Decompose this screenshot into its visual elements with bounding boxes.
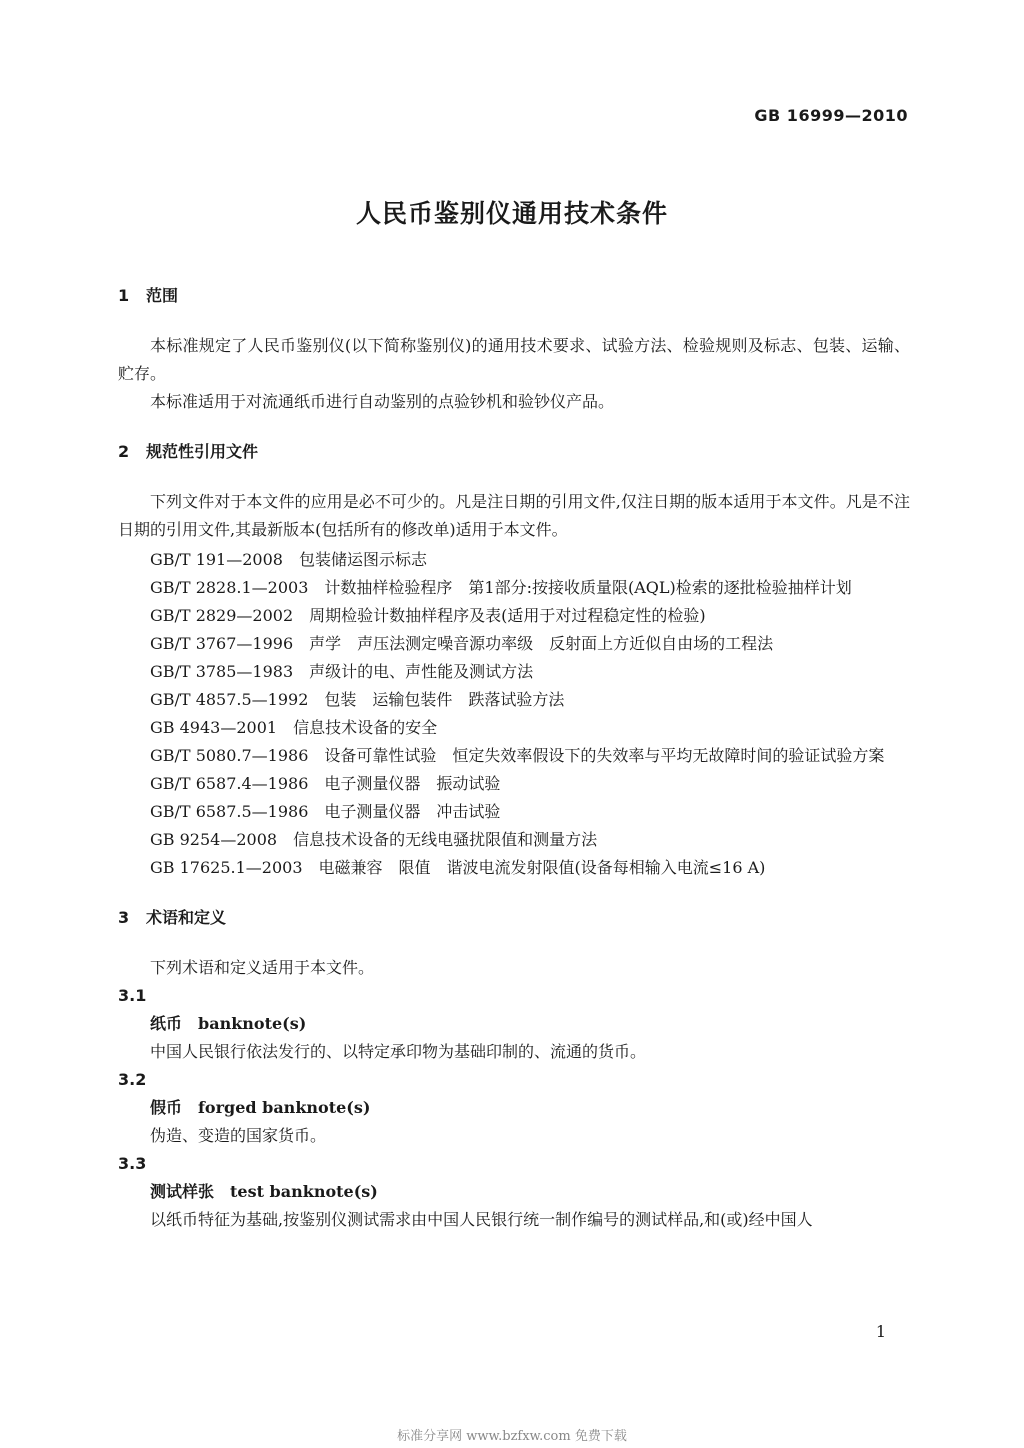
reference-item — [118, 574, 910, 602]
document-body — [118, 282, 910, 1234]
paragraph: 本标准规定了人民币鉴别仪(以下简称鉴别仪)的通用技术要求、试验方法、检验规则及标志、包装、运输、贮存。 — [118, 336, 910, 383]
reference-item — [118, 742, 910, 770]
term-zh: 假币 — [150, 1098, 183, 1117]
reference-title: 信息技术设备的安全 — [293, 718, 438, 737]
section-title: 术语和定义 — [146, 908, 227, 927]
reference-title: 电子测量仪器 冲击试验 — [324, 802, 501, 821]
reference-code: GB 4943—2001 — [150, 718, 278, 737]
reference-code: GB/T 5080.7—1986 — [150, 746, 309, 765]
reference-item — [118, 826, 910, 854]
standard-code: GB 16999—2010 — [754, 106, 908, 125]
term-heading — [118, 1010, 910, 1038]
term-en: forged banknote(s) — [198, 1098, 371, 1117]
reference-item — [118, 798, 910, 826]
term-en: banknote(s) — [198, 1014, 307, 1033]
term-number: 3.2 — [118, 1070, 147, 1089]
page-number: 1 — [875, 1322, 886, 1341]
reference-code: GB/T 6587.5—1986 — [150, 802, 309, 821]
reference-item — [118, 770, 910, 798]
reference-title: 声学 声压法测定噪音源功率级 反射面上方近似自由场的工程法 — [309, 634, 774, 653]
section-number: 2 — [118, 442, 130, 461]
reference-code: GB/T 6587.4—1986 — [150, 774, 309, 793]
reference-code: GB 17625.1—2003 — [150, 858, 303, 877]
reference-list — [118, 546, 910, 882]
term-definition: 伪造、变造的国家货币。 — [150, 1126, 327, 1145]
reference-code: GB/T 2829—2002 — [150, 606, 294, 625]
reference-item — [118, 714, 910, 742]
term-entry — [118, 1150, 910, 1234]
term-en: test banknote(s) — [230, 1182, 378, 1201]
reference-title: 包装储运图示标志 — [298, 550, 427, 569]
section-1-heading — [118, 282, 910, 310]
reference-title: 包装 运输包装件 跌落试验方法 — [324, 690, 565, 709]
reference-item — [118, 630, 910, 658]
section-2-heading — [118, 438, 910, 466]
reference-title: 电子测量仪器 振动试验 — [324, 774, 501, 793]
term-heading — [118, 1094, 910, 1122]
term-heading — [118, 1178, 910, 1206]
section-title: 规范性引用文件 — [146, 442, 259, 461]
reference-title: 设备可靠性试验 恒定失效率假设下的失效率与平均无故障时间的验证试验方案 — [324, 746, 885, 765]
reference-code: GB/T 4857.5—1992 — [150, 690, 309, 709]
section-3-heading — [118, 904, 910, 932]
reference-item — [118, 546, 910, 574]
reference-code: GB 9254—2008 — [150, 830, 278, 849]
paragraph: 下列文件对于本文件的应用是必不可少的。凡是注日期的引用文件,仅注日期的版本适用于本文件。凡是不注日期的引用文件,其最新版本(包括所有的修改单)适用于本文件。 — [118, 492, 910, 539]
term-definition: 以纸币特征为基础,按鉴别仪测试需求由中国人民银行统一制作编号的测试样品,和(或)经中国人 — [150, 1210, 813, 1229]
reference-title: 周期检验计数抽样程序及表(适用于对过程稳定性的检验) — [309, 606, 706, 625]
term-entry — [118, 982, 910, 1066]
reference-item — [118, 602, 910, 630]
term-zh: 纸币 — [150, 1014, 183, 1033]
section-number: 1 — [118, 286, 130, 305]
reference-code: GB/T 3785—1983 — [150, 662, 294, 681]
reference-item — [118, 854, 910, 882]
reference-code: GB/T 191—2008 — [150, 550, 283, 569]
reference-title: 信息技术设备的无线电骚扰限值和测量方法 — [293, 830, 598, 849]
term-entry — [118, 1066, 910, 1150]
reference-item — [118, 686, 910, 714]
reference-code: GB/T 2828.1—2003 — [150, 578, 309, 597]
reference-title: 计数抽样检验程序 第1部分:按接收质量限(AQL)检索的逐批检验抽样计划 — [324, 578, 852, 597]
term-number: 3.1 — [118, 986, 147, 1005]
term-number: 3.3 — [118, 1154, 147, 1173]
paragraph: 本标准适用于对流通纸币进行自动鉴别的点验钞机和验钞仪产品。 — [150, 392, 615, 411]
document-title: 人民币鉴别仪通用技术条件 — [355, 199, 668, 228]
term-zh: 测试样张 — [150, 1182, 215, 1201]
section-title: 范围 — [146, 286, 179, 305]
reference-title: 电磁兼容 限值 谐波电流发射限值(设备每相输入电流≤16 A) — [318, 858, 766, 877]
section-number: 3 — [118, 908, 130, 927]
paragraph: 下列术语和定义适用于本文件。 — [150, 958, 375, 977]
reference-code: GB/T 3767—1996 — [150, 634, 294, 653]
term-definition: 中国人民银行依法发行的、以特定承印物为基础印制的、流通的货币。 — [150, 1042, 647, 1061]
reference-item — [118, 658, 910, 686]
reference-title: 声级计的电、声性能及测试方法 — [309, 662, 534, 681]
footer-watermark: 标准分享网 www.bzfxw.com 免费下载 — [397, 1429, 627, 1444]
